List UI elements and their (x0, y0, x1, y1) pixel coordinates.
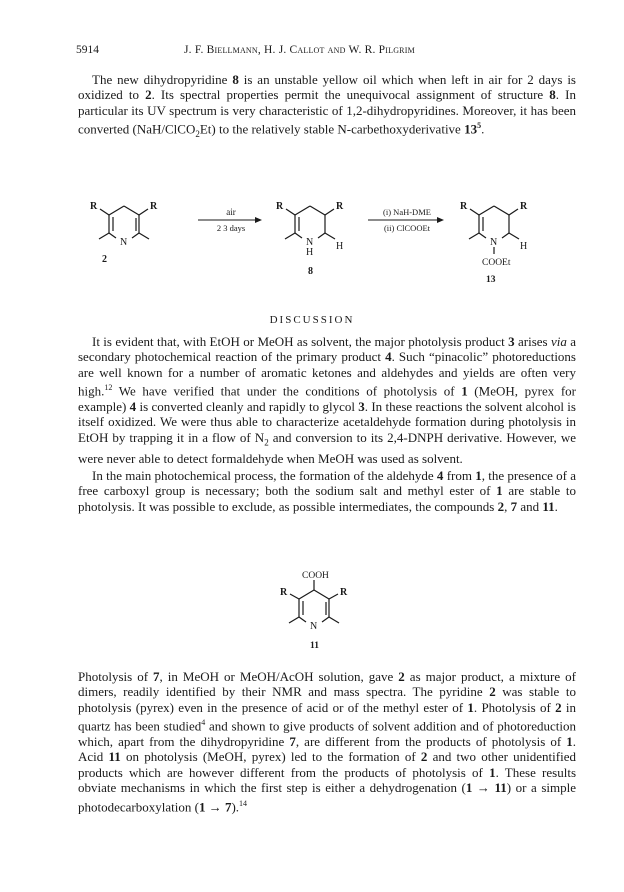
compound-13-number: 13 (486, 275, 496, 285)
compound-8-nitrogen: N (306, 237, 314, 248)
compound-11-r-left: R (280, 587, 288, 598)
page-number: 5914 (76, 44, 99, 56)
paragraph-2: It is evident that, with EtOH or MeOH as solvent, the major photolysis product 3 arises via a secondary photochemical reaction of the primary product 4. Such “pinacolic” photoreductions are well known for a number of aromatic ketones and aldehydes and yields are often very high.$^{12}$ We have verified that under the conditions of photolysis of 1 (MeOH, pyrex for example) 4 is converted cleanly and rapidly to glycol 3. In these reactions the solvent alcohol is itself oxidized. We were thus able to characterize acetaldehyde formation during photolysis in EtOH by trapping it in a flow of $N_2$ and conversion to its 2,4-DNPH derivative. However, we were never able to detect formaldehyde when MeOH was used as solvent. (78, 334, 576, 466)
compound-8-structure (270, 196, 366, 280)
compound-11-nitrogen: N (310, 621, 318, 632)
compound-2-number: 2 (102, 254, 107, 265)
compound-8-hydrogen: H (336, 241, 344, 252)
compound-13-r-right: R (520, 201, 528, 212)
paragraph-1: The new dihydropyridine 8 is an unstable yellow oil which when left in air for 2 days is oxidized to 2. Its spectral properties permit the unequivocal assignment of structure 8. In particular its UV spectrum is very characteristic of 1,2-dihydropyridines. Moreover, it has been converted (NaH/ClCO$_2$Et) to the relatively stable N-carbethoxyderivative $13^5$. (78, 72, 576, 140)
arrow-1-condition-below: 2 3 days (216, 223, 246, 233)
reaction-arrow-nah (366, 206, 448, 236)
section-heading-discussion: DISCUSSION (269, 314, 355, 326)
compound-8-number: 8 (308, 266, 313, 277)
compound-2-r-right: R (150, 201, 158, 212)
compound-13-r-left: R (460, 201, 468, 212)
compound-13-cooet: COOEt (482, 258, 511, 268)
compound-8-nh: H (306, 247, 314, 258)
compound-8-r-right: R (336, 201, 344, 212)
compound-11-cooh: COOH (302, 571, 329, 581)
compound-11-r-right: R (340, 587, 348, 598)
compound-13-hydrogen: H (520, 241, 528, 252)
arrow-2-condition-below: (ii) ClCOOEt (383, 223, 431, 233)
running-authors: J. F. Biellmann, H. J. Callot and W. R. Pilgrim (184, 44, 415, 56)
paragraph-4: Photolysis of 7, in MeOH or MeOH/AcOH solution, gave 2 as major product, a mixture of dimers, readily identified by their NMR and mass spectra. The pyridine 2 was stable to photolysis (pyrex) even in the presence of acid or of the methyl ester of 1. Photolysis of 2 in quartz has been studied$^4$ and shown to give products of solvent addition and of photoreduction which, apart from the dihydropyridine 7, are different from the products of photolysis of 1. Acid 11 on photolysis (MeOH, pyrex) led to the formation of 2 and two other unidentified products which are however different from the products of photolysis of 1. These results obviate mechanisms in which the first step is either a dehydrogenation (1 → 11) or a simple photodecarboxylation (1 → 7).$^{14}$ (78, 669, 577, 814)
compound-13-nitrogen: N (490, 237, 498, 248)
arrow-1-condition-above: air (226, 207, 236, 217)
compound-8-r-left: R (276, 201, 284, 212)
compound-2-r-left: R (90, 201, 98, 212)
compound-2-structure (84, 196, 174, 270)
compound-13-structure (454, 196, 564, 290)
compound-11-number: 11 (310, 641, 319, 651)
reaction-arrow-air (196, 206, 266, 236)
arrow-2-condition-above: (i) NaH-DME (383, 207, 431, 217)
compound-11-structure (274, 568, 364, 658)
paragraph-3: In the main photochemical process, the formation of the aldehyde 4 from 1, the presence of a free carboxyl group is necessary; both the sodium salt and methyl ester of 1 are stable to photolysis. It was possible to exclude, as possible intermediates, the compounds 2, 7 and 11. (78, 468, 576, 514)
compound-2-nitrogen: N (120, 237, 128, 248)
